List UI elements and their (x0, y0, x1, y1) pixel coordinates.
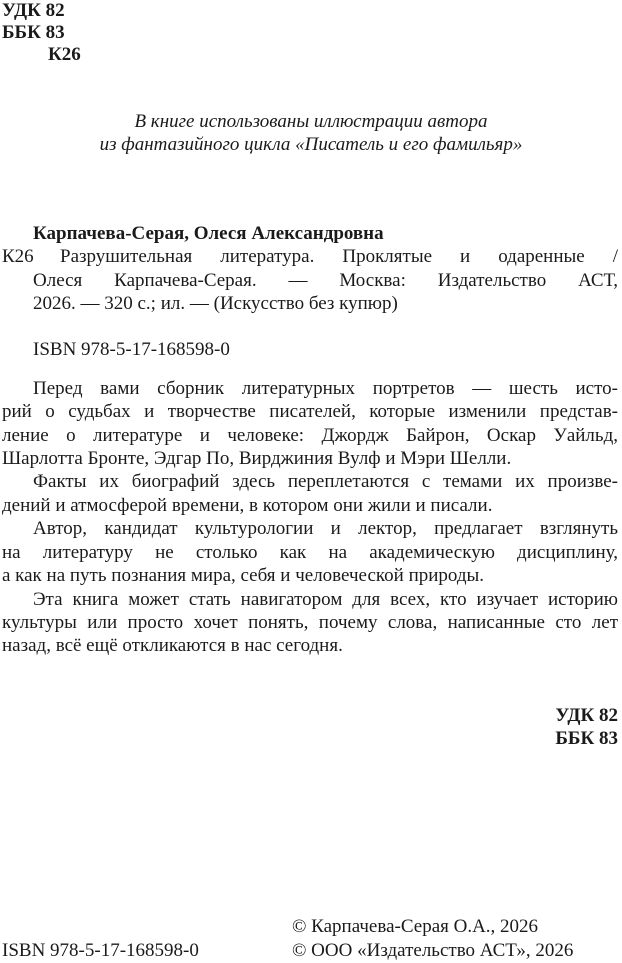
annotation-line-4: Шарлотта Бронте, Эдгар По, Вирджиния Вулф и Мэри Шелли. (2, 448, 512, 469)
annotation-line-11: культуры или просто хочет понять, почему слова, написанные сто лет (2, 612, 618, 633)
author-heading: Карпачева-Серая, Олеся Александровна (33, 223, 384, 244)
author-sign-top: К26 (48, 44, 81, 65)
annotation-line-9: а как на путь познания мира, себя и человеческой природы. (2, 565, 485, 586)
description-line-2: Олеся Карпачева-Серая. — Москва: Издательство АСТ, (33, 270, 618, 291)
isbn-footer: ISBN 978-5-17-168598-0 (2, 940, 199, 961)
illustrations-note-line-2: из фантазийного цикла «Писатель и его фамильяр» (99, 134, 523, 155)
annotation-line-6: дений и атмосферой времени, в котором они жили и писали. (2, 495, 493, 516)
illustrations-note-line-1: В книге использованы иллюстрации автора (134, 111, 488, 132)
isbn-record: ISBN 978-5-17-168598-0 (33, 339, 230, 360)
annotation-line-10: Эта книга может стать навигатором для всех, кто изучает историю (33, 589, 618, 610)
annotation-line-7: Автор, кандидат культурологии и лектор, предлагает взглянуть (33, 518, 618, 539)
udk-code-top: УДК 82 (2, 0, 65, 21)
annotation-line-8: на литературу не столько как на академическую дисциплину, (2, 542, 618, 563)
annotation-line-12: назад, всё ещё откликаются в нас сегодня. (2, 635, 343, 656)
copyright-author: © Карпачева-Серая О.А., 2026 (292, 916, 539, 937)
annotation-line-2: рий о судьбах и творчестве писателей, которые изменили представ- (2, 401, 618, 422)
bbk-code-top: ББК 83 (2, 22, 65, 43)
description-line-3: 2026. — 320 с.; ил. — (Искусство без купюр) (33, 293, 398, 314)
annotation-line-5: Факты их биографий здесь переплетаются с темами их произве- (33, 471, 618, 492)
copyright-publisher: © ООО «Издательство АСТ», 2026 (292, 940, 574, 961)
udk-code-bottom: УДК 82 (555, 705, 618, 726)
description-line-1: Разрушительная литература. Проклятые и одаренные / (60, 246, 618, 267)
bbk-code-bottom: ББК 83 (555, 728, 618, 749)
annotation-line-3: ление о литературе и человеке: Джордж Байрон, Оскар Уайльд, (2, 425, 618, 446)
author-sign: К26 (2, 246, 34, 267)
annotation-line-1: Перед вами сборник литературных портретов — шесть исто- (33, 378, 618, 399)
